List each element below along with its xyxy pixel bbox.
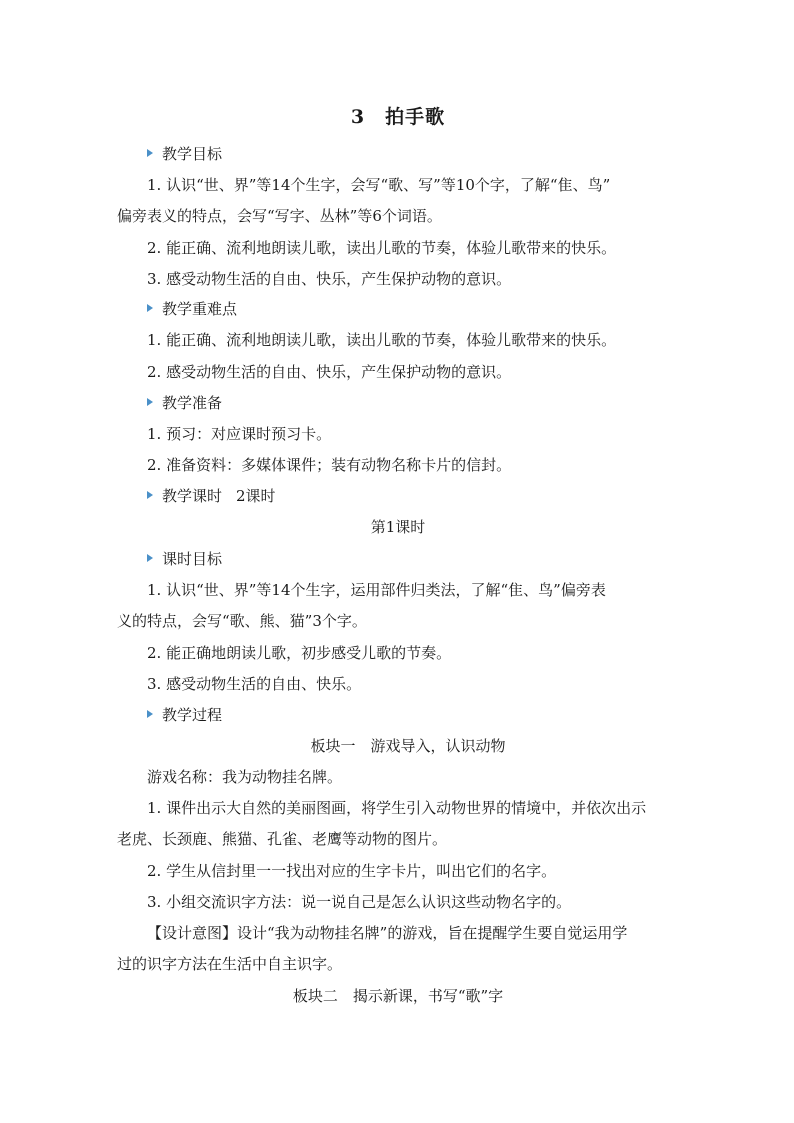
lesson-goal-item-1-cont: 义的特点，会写“歌、熊、猫”3个字。 (117, 612, 367, 630)
triangle-bullet-icon (147, 149, 153, 157)
goal-item-3: 3. 感受动物生活的自由、快乐，产生保护动物的意识。 (147, 270, 512, 288)
block-1-title: 板块一 游戏导入，认识动物 (310, 737, 506, 755)
heading-teaching-goals: 教学目标 (147, 143, 709, 165)
triangle-bullet-icon (147, 398, 153, 406)
triangle-bullet-icon (147, 710, 153, 718)
preparation-item-2: 2. 准备资料：多媒体课件；装有动物名称卡片的信封。 (147, 456, 512, 474)
lesson-goal-item-2: 2. 能正确地朗读儿歌，初步感受儿歌的节奏。 (147, 644, 452, 662)
game-name: 游戏名称：我为动物挂名牌。 (147, 768, 343, 786)
process-item-1-cont: 老虎、长颈鹿、熊猫、孔雀、老鹰等动物的图片。 (117, 830, 448, 848)
heading-key-points: 教学重难点 (147, 298, 709, 320)
design-intent: 【设计意图】设计“我为动物挂名牌”的游戏，旨在提醒学生要自觉运用学 (147, 924, 628, 942)
process-item-1: 1. 课件出示大自然的美丽图画，将学生引入动物世界的情境中，并依次出示 (147, 799, 647, 817)
lesson-goal-item-1: 1. 认识“世、界”等14个生字，运用部件归类法，了解“隹、鸟”偏旁表 (147, 581, 606, 599)
heading-process: 教学过程 (147, 704, 709, 726)
process-item-3: 3. 小组交流识字方法：说一说自己是怎么认识这些动物名字的。 (147, 893, 572, 911)
lesson-1-title: 第1课时 (370, 518, 426, 536)
triangle-bullet-icon (147, 304, 153, 312)
heading-lesson-goals: 课时目标 (147, 548, 709, 570)
preparation-item-1: 1. 预习：对应课时预习卡。 (147, 425, 332, 443)
heading-periods: 教学课时 2课时 (147, 485, 709, 507)
triangle-bullet-icon (147, 491, 153, 499)
key-point-item-2: 2. 感受动物生活的自由、快乐，产生保护动物的意识。 (147, 363, 512, 381)
goal-item-1-cont: 偏旁表义的特点，会写“写字、丛林”等6个词语。 (117, 207, 442, 225)
goal-item-1: 1. 认识“世、界”等14个生字，会写“歌、写”等10个字，了解“隹、鸟” (147, 176, 611, 194)
heading-preparation: 教学准备 (147, 392, 709, 414)
block-2-title: 板块二 揭示新课，书写“歌”字 (292, 987, 504, 1005)
periods-value: 2课时 (236, 487, 276, 505)
lesson-goal-item-3: 3. 感受动物生活的自由、快乐。 (147, 675, 362, 693)
triangle-bullet-icon (147, 554, 153, 562)
key-point-item-1: 1. 能正确、流利地朗读儿歌，读出儿歌的节奏，体验儿歌带来的快乐。 (147, 331, 617, 349)
lesson-title (117, 103, 679, 131)
lesson-number: 3 (350, 106, 366, 128)
design-intent-cont: 过的识字方法在生活中自主识字。 (117, 955, 343, 973)
lesson-name: 拍手歌 (385, 106, 446, 128)
process-item-2: 2. 学生从信封里一一找出对应的生字卡片，叫出它们的名字。 (147, 862, 557, 880)
goal-item-2: 2. 能正确、流利地朗读儿歌，读出儿歌的节奏，体验儿歌带来的快乐。 (147, 239, 617, 257)
